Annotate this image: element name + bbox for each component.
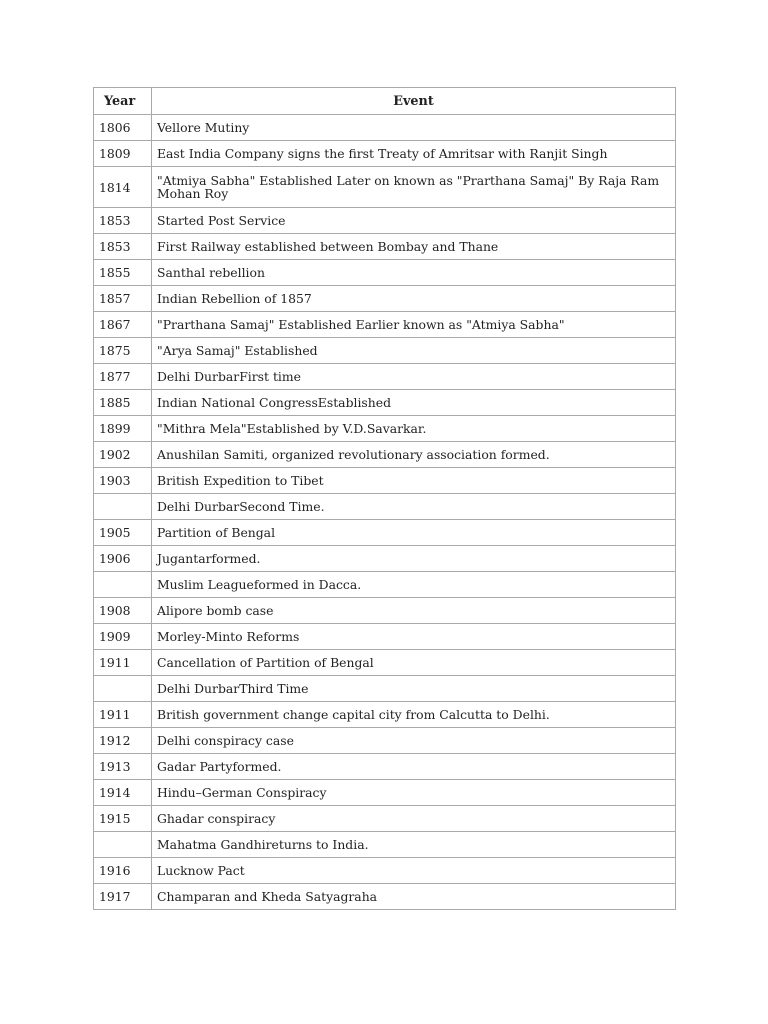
event-cell: Santhal rebellion [152, 260, 676, 286]
year-cell [94, 494, 152, 520]
table-row [94, 115, 676, 141]
event-cell: Indian National CongressEstablished [152, 390, 676, 416]
event-cell: Anushilan Samiti, organized revolutionary association formed. [152, 442, 676, 468]
table-row [94, 468, 676, 494]
year-cell [94, 832, 152, 858]
year-cell: 1903 [94, 468, 152, 494]
event-cell: "Arya Samaj" Established [152, 338, 676, 364]
year-cell: 1902 [94, 442, 152, 468]
event-cell: Started Post Service [152, 208, 676, 234]
year-cell: 1911 [94, 650, 152, 676]
event-cell: Delhi DurbarThird Time [152, 676, 676, 702]
year-cell: 1916 [94, 858, 152, 884]
table-row [94, 494, 676, 520]
table-row [94, 780, 676, 806]
table-row [94, 650, 676, 676]
year-cell: 1867 [94, 312, 152, 338]
table-row [94, 546, 676, 572]
table-row [94, 858, 676, 884]
table-row [94, 312, 676, 338]
event-cell: Vellore Mutiny [152, 115, 676, 141]
table-row [94, 364, 676, 390]
table-row [94, 728, 676, 754]
event-cell: East India Company signs the first Treaty of Amritsar with Ranjit Singh [152, 141, 676, 167]
year-cell: 1906 [94, 546, 152, 572]
event-cell: Cancellation of Partition of Bengal [152, 650, 676, 676]
event-cell: British government change capital city from Calcutta to Delhi. [152, 702, 676, 728]
event-cell: Indian Rebellion of 1857 [152, 286, 676, 312]
event-cell: Partition of Bengal [152, 520, 676, 546]
table-row [94, 390, 676, 416]
event-cell: Alipore bomb case [152, 598, 676, 624]
year-cell: 1814 [94, 167, 152, 208]
year-cell: 1853 [94, 234, 152, 260]
event-cell: Delhi conspiracy case [152, 728, 676, 754]
year-cell: 1911 [94, 702, 152, 728]
table-row [94, 416, 676, 442]
table-row [94, 598, 676, 624]
table-row [94, 338, 676, 364]
event-cell: "Mithra Mela"Established by V.D.Savarkar. [152, 416, 676, 442]
year-cell [94, 676, 152, 702]
event-cell: Jugantarformed. [152, 546, 676, 572]
table-row [94, 884, 676, 910]
year-cell: 1915 [94, 806, 152, 832]
table-row [94, 141, 676, 167]
table-row [94, 702, 676, 728]
event-cell: Delhi DurbarSecond Time. [152, 494, 676, 520]
event-cell: Delhi DurbarFirst time [152, 364, 676, 390]
history-timeline-table [93, 87, 676, 910]
table-row [94, 234, 676, 260]
event-cell: Ghadar conspiracy [152, 806, 676, 832]
table-row [94, 624, 676, 650]
table-row [94, 676, 676, 702]
year-cell: 1853 [94, 208, 152, 234]
year-cell: 1914 [94, 780, 152, 806]
table-header-row [94, 88, 676, 115]
year-cell: 1857 [94, 286, 152, 312]
year-cell: 1905 [94, 520, 152, 546]
table-body [94, 115, 676, 910]
year-cell: 1809 [94, 141, 152, 167]
year-column-header: Year [94, 88, 152, 115]
event-column-header: Event [152, 88, 676, 115]
event-cell: "Prarthana Samaj" Established Earlier known as "Atmiya Sabha" [152, 312, 676, 338]
document-page [93, 87, 675, 910]
table-row [94, 167, 676, 208]
event-cell: Muslim Leagueformed in Dacca. [152, 572, 676, 598]
event-cell: British Expedition to Tibet [152, 468, 676, 494]
table-row [94, 286, 676, 312]
year-cell: 1806 [94, 115, 152, 141]
year-cell: 1875 [94, 338, 152, 364]
event-cell: Gadar Partyformed. [152, 754, 676, 780]
year-cell: 1899 [94, 416, 152, 442]
table-row [94, 520, 676, 546]
year-cell: 1917 [94, 884, 152, 910]
event-cell: First Railway established between Bombay and Thane [152, 234, 676, 260]
event-cell: Lucknow Pact [152, 858, 676, 884]
table-row [94, 832, 676, 858]
year-cell: 1885 [94, 390, 152, 416]
event-cell: Champaran and Kheda Satyagraha [152, 884, 676, 910]
year-cell: 1912 [94, 728, 152, 754]
table-row [94, 754, 676, 780]
table-row [94, 572, 676, 598]
year-cell [94, 572, 152, 598]
year-cell: 1913 [94, 754, 152, 780]
year-cell: 1877 [94, 364, 152, 390]
table-row [94, 208, 676, 234]
event-cell: Morley-Minto Reforms [152, 624, 676, 650]
table-row [94, 806, 676, 832]
event-cell: "Atmiya Sabha" Established Later on known as "Prarthana Samaj" By Raja Ram Mohan Roy [152, 167, 676, 208]
year-cell: 1855 [94, 260, 152, 286]
table-row [94, 442, 676, 468]
event-cell: Mahatma Gandhireturns to India. [152, 832, 676, 858]
year-cell: 1909 [94, 624, 152, 650]
year-cell: 1908 [94, 598, 152, 624]
event-cell: Hindu–German Conspiracy [152, 780, 676, 806]
table-row [94, 260, 676, 286]
